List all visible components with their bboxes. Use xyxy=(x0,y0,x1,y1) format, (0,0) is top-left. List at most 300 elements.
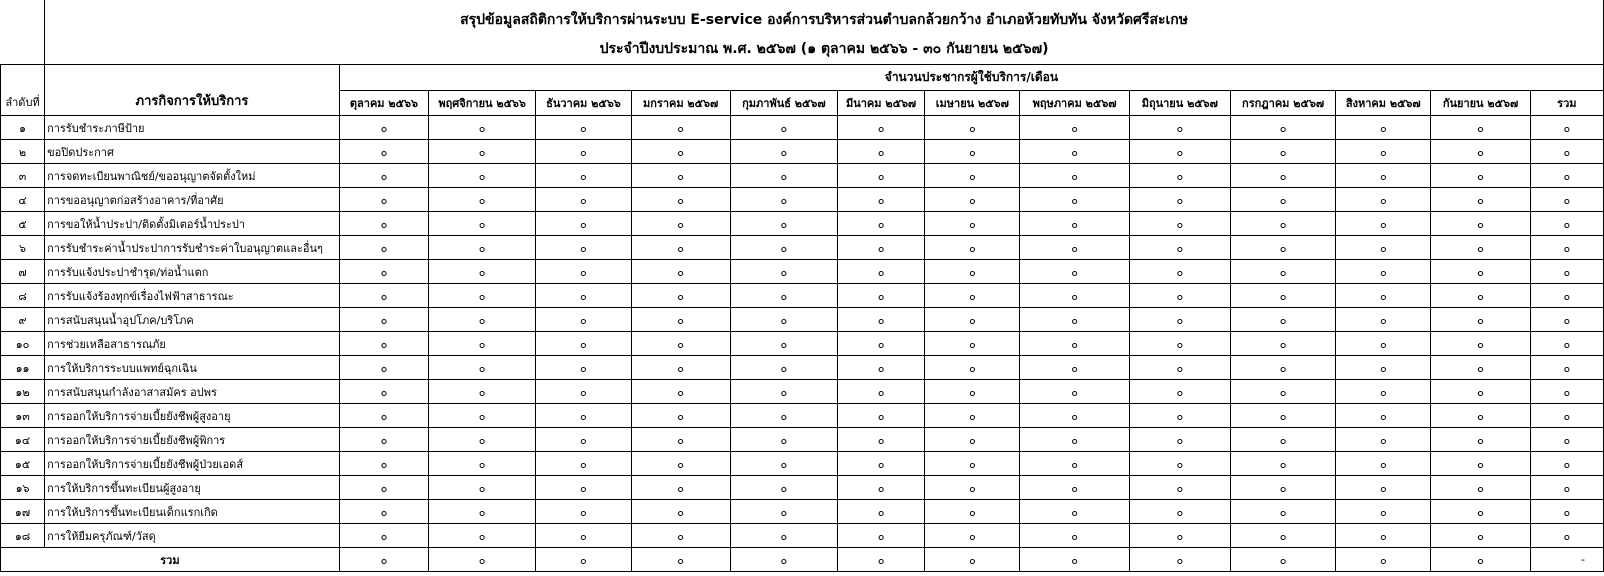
row-value: ๐ xyxy=(429,332,536,356)
row-value: ๐ xyxy=(339,428,428,452)
row-seq: ๑๕ xyxy=(1,452,45,476)
row-value: ๐ xyxy=(730,164,837,188)
column-header-month: มกราคม ๒๕๖๗ xyxy=(631,91,730,116)
row-total: ๐ xyxy=(1530,404,1603,428)
row-task: การสนับสนุนน้ำอุปโภค/บริโภค xyxy=(45,308,340,332)
row-seq: ๕ xyxy=(1,212,45,236)
row-value: ๐ xyxy=(925,452,1020,476)
row-value: ๐ xyxy=(1020,308,1129,332)
row-value: ๐ xyxy=(1230,116,1335,140)
row-value: ๐ xyxy=(1129,308,1230,332)
total-value: ๐ xyxy=(838,548,925,572)
row-value: ๐ xyxy=(631,428,730,452)
row-value: ๐ xyxy=(1431,164,1530,188)
row-value: ๐ xyxy=(631,284,730,308)
row-total: ๐ xyxy=(1530,116,1603,140)
row-value: ๐ xyxy=(429,116,536,140)
row-value: ๐ xyxy=(536,308,631,332)
row-value: ๐ xyxy=(536,116,631,140)
row-value: ๐ xyxy=(730,476,837,500)
row-value: ๐ xyxy=(838,308,925,332)
row-value: ๐ xyxy=(1230,236,1335,260)
row-value: ๐ xyxy=(1336,260,1431,284)
row-value: ๐ xyxy=(838,188,925,212)
row-value: ๐ xyxy=(536,500,631,524)
row-seq: ๑๗ xyxy=(1,500,45,524)
row-value: ๐ xyxy=(925,140,1020,164)
group-header: จำนวนประชากรผู้ใช้บริการ/เดือน xyxy=(339,65,1603,91)
row-value: ๐ xyxy=(536,404,631,428)
row-task: การรับแจ้งประปาชำรุด/ท่อน้ำแตก xyxy=(45,260,340,284)
column-header-seq: ลำดับที่ xyxy=(1,65,45,116)
row-value: ๐ xyxy=(429,452,536,476)
row-value: ๐ xyxy=(536,164,631,188)
row-total: ๐ xyxy=(1530,380,1603,404)
row-value: ๐ xyxy=(429,140,536,164)
row-value: ๐ xyxy=(339,188,428,212)
row-value: ๐ xyxy=(631,260,730,284)
row-value: ๐ xyxy=(1336,188,1431,212)
row-value: ๐ xyxy=(730,116,837,140)
row-seq: ๒ xyxy=(1,140,45,164)
row-value: ๐ xyxy=(1230,260,1335,284)
row-value: ๐ xyxy=(536,356,631,380)
row-value: ๐ xyxy=(339,404,428,428)
column-header-month: กันยายน ๒๕๖๗ xyxy=(1431,91,1530,116)
row-value: ๐ xyxy=(631,380,730,404)
row-value: ๐ xyxy=(925,380,1020,404)
row-value: ๐ xyxy=(838,212,925,236)
row-task: การรับชำระค่าน้ำประปาการรับชำระค่าใบอนุญาตและอื่นๆ xyxy=(45,236,340,260)
row-value: ๐ xyxy=(1336,500,1431,524)
row-value: ๐ xyxy=(730,332,837,356)
total-value: ๐ xyxy=(1020,548,1129,572)
table-row xyxy=(1,476,1604,500)
row-value: ๐ xyxy=(536,332,631,356)
row-seq: ๗ xyxy=(1,260,45,284)
row-value: ๐ xyxy=(631,164,730,188)
row-value: ๐ xyxy=(838,236,925,260)
row-task: ขอปิดประกาศ xyxy=(45,140,340,164)
row-value: ๐ xyxy=(1431,332,1530,356)
row-value: ๐ xyxy=(631,404,730,428)
row-value: ๐ xyxy=(339,116,428,140)
row-value: ๐ xyxy=(1336,404,1431,428)
row-value: ๐ xyxy=(536,476,631,500)
row-value: ๐ xyxy=(429,500,536,524)
row-value: ๐ xyxy=(1129,236,1230,260)
total-value: ๐ xyxy=(730,548,837,572)
row-value: ๐ xyxy=(339,284,428,308)
table-row xyxy=(1,164,1604,188)
row-value: ๐ xyxy=(339,236,428,260)
row-value: ๐ xyxy=(838,380,925,404)
table-row xyxy=(1,284,1604,308)
row-value: ๐ xyxy=(1129,140,1230,164)
row-total: ๐ xyxy=(1530,284,1603,308)
row-seq: ๑๑ xyxy=(1,356,45,380)
row-value: ๐ xyxy=(1129,212,1230,236)
row-value: ๐ xyxy=(925,116,1020,140)
column-header-month: ตุลาคม ๒๕๖๖ xyxy=(339,91,428,116)
total-value: ๐ xyxy=(1129,548,1230,572)
title-row-2 xyxy=(1,33,1604,65)
row-value: ๐ xyxy=(838,332,925,356)
row-value: ๐ xyxy=(838,356,925,380)
header-row-1 xyxy=(1,65,1604,91)
row-value: ๐ xyxy=(536,212,631,236)
row-value: ๐ xyxy=(536,188,631,212)
row-value: ๐ xyxy=(730,500,837,524)
column-header-month: เมษายน ๒๕๖๗ xyxy=(925,91,1020,116)
row-value: ๐ xyxy=(339,308,428,332)
row-value: ๐ xyxy=(339,164,428,188)
row-value: ๐ xyxy=(730,356,837,380)
row-value: ๐ xyxy=(1230,140,1335,164)
row-value: ๐ xyxy=(1230,524,1335,548)
row-value: ๐ xyxy=(1020,380,1129,404)
row-value: ๐ xyxy=(730,140,837,164)
row-task: การรับชำระภาษีป้าย xyxy=(45,116,340,140)
row-seq: ๑๔ xyxy=(1,428,45,452)
row-task: การออกให้บริการจ่ายเบี้ยยังชีพผู้พิการ xyxy=(45,428,340,452)
row-value: ๐ xyxy=(1431,524,1530,548)
row-value: ๐ xyxy=(1336,476,1431,500)
row-value: ๐ xyxy=(838,452,925,476)
row-seq: ๔ xyxy=(1,188,45,212)
row-value: ๐ xyxy=(1020,476,1129,500)
row-value: ๐ xyxy=(1431,476,1530,500)
row-value: ๐ xyxy=(1230,404,1335,428)
row-value: ๐ xyxy=(339,260,428,284)
row-value: ๐ xyxy=(838,428,925,452)
column-header-month: พฤศจิกายน ๒๕๖๖ xyxy=(429,91,536,116)
column-header-month: กุมภาพันธ์ ๒๕๖๗ xyxy=(730,91,837,116)
table-row xyxy=(1,332,1604,356)
row-value: ๐ xyxy=(1230,284,1335,308)
total-value: ๐ xyxy=(925,548,1020,572)
row-value: ๐ xyxy=(429,260,536,284)
row-value: ๐ xyxy=(1336,308,1431,332)
row-value: ๐ xyxy=(730,260,837,284)
row-total: ๐ xyxy=(1530,332,1603,356)
row-value: ๐ xyxy=(838,140,925,164)
row-value: ๐ xyxy=(838,164,925,188)
row-seq: ๘ xyxy=(1,284,45,308)
row-value: ๐ xyxy=(429,404,536,428)
total-value: ๐ xyxy=(536,548,631,572)
row-value: ๐ xyxy=(1020,188,1129,212)
title-row-1 xyxy=(1,0,1604,33)
row-value: ๐ xyxy=(1230,500,1335,524)
row-value: ๐ xyxy=(536,380,631,404)
row-value: ๐ xyxy=(1230,164,1335,188)
table-row xyxy=(1,188,1604,212)
row-value: ๐ xyxy=(536,428,631,452)
row-value: ๐ xyxy=(730,404,837,428)
row-value: ๐ xyxy=(339,140,428,164)
row-value: ๐ xyxy=(925,332,1020,356)
grand-total: - xyxy=(1530,548,1603,572)
row-value: ๐ xyxy=(1129,476,1230,500)
row-value: ๐ xyxy=(1431,116,1530,140)
row-value: ๐ xyxy=(925,404,1020,428)
row-seq: ๑๐ xyxy=(1,332,45,356)
row-total: ๐ xyxy=(1530,188,1603,212)
table-row xyxy=(1,308,1604,332)
row-value: ๐ xyxy=(925,284,1020,308)
row-value: ๐ xyxy=(1020,212,1129,236)
row-value: ๐ xyxy=(631,188,730,212)
row-value: ๐ xyxy=(1129,380,1230,404)
row-value: ๐ xyxy=(1336,356,1431,380)
row-value: ๐ xyxy=(339,332,428,356)
row-value: ๐ xyxy=(730,380,837,404)
row-total: ๐ xyxy=(1530,236,1603,260)
row-total: ๐ xyxy=(1530,428,1603,452)
row-value: ๐ xyxy=(925,236,1020,260)
row-value: ๐ xyxy=(1129,284,1230,308)
row-seq: ๑๘ xyxy=(1,524,45,548)
total-label: รวม xyxy=(1,548,340,572)
row-value: ๐ xyxy=(631,500,730,524)
row-value: ๐ xyxy=(838,260,925,284)
row-value: ๐ xyxy=(1020,428,1129,452)
row-value: ๐ xyxy=(838,284,925,308)
row-value: ๐ xyxy=(925,164,1020,188)
column-header-total: รวม xyxy=(1530,91,1603,116)
row-value: ๐ xyxy=(925,428,1020,452)
table-row xyxy=(1,140,1604,164)
row-value: ๐ xyxy=(536,284,631,308)
row-value: ๐ xyxy=(1230,188,1335,212)
row-value: ๐ xyxy=(1020,404,1129,428)
row-seq: ๙ xyxy=(1,308,45,332)
row-task: การให้บริการระบบแพทย์ฉุกเฉิน xyxy=(45,356,340,380)
row-value: ๐ xyxy=(838,524,925,548)
row-value: ๐ xyxy=(1129,332,1230,356)
row-value: ๐ xyxy=(1129,116,1230,140)
row-seq: ๑๒ xyxy=(1,380,45,404)
row-value: ๐ xyxy=(1431,356,1530,380)
row-seq: ๑ xyxy=(1,116,45,140)
row-value: ๐ xyxy=(1336,140,1431,164)
column-header-month: พฤษภาคม ๒๕๖๗ xyxy=(1020,91,1129,116)
row-task: การขออนุญาตก่อสร้างอาคาร/ที่อาศัย xyxy=(45,188,340,212)
row-value: ๐ xyxy=(730,452,837,476)
row-value: ๐ xyxy=(631,116,730,140)
row-value: ๐ xyxy=(730,308,837,332)
row-value: ๐ xyxy=(1336,164,1431,188)
page-subtitle: ประจำปีงบประมาณ พ.ศ. ๒๕๖๗ (๑ ตุลาคม ๒๕๖๖ - ๓๐ กันยายน ๒๕๖๗) xyxy=(45,33,1604,65)
row-value: ๐ xyxy=(1431,308,1530,332)
total-value: ๐ xyxy=(631,548,730,572)
row-task: การออกให้บริการจ่ายเบี้ยยังชีพผู้สูงอายุ xyxy=(45,404,340,428)
row-value: ๐ xyxy=(429,236,536,260)
row-value: ๐ xyxy=(1020,140,1129,164)
row-value: ๐ xyxy=(1431,188,1530,212)
row-total: ๐ xyxy=(1530,500,1603,524)
row-seq: ๖ xyxy=(1,236,45,260)
row-value: ๐ xyxy=(631,524,730,548)
table-row xyxy=(1,356,1604,380)
row-value: ๐ xyxy=(1020,236,1129,260)
row-value: ๐ xyxy=(730,524,837,548)
row-value: ๐ xyxy=(1129,188,1230,212)
row-value: ๐ xyxy=(1336,380,1431,404)
row-total: ๐ xyxy=(1530,260,1603,284)
column-header-month: ธันวาคม ๒๕๖๖ xyxy=(536,91,631,116)
row-value: ๐ xyxy=(1431,236,1530,260)
row-value: ๐ xyxy=(730,284,837,308)
column-header-month: สิงหาคม ๒๕๖๗ xyxy=(1336,91,1431,116)
row-value: ๐ xyxy=(1336,428,1431,452)
row-task: การให้ยืมครุภัณฑ์/วัสดุ xyxy=(45,524,340,548)
row-value: ๐ xyxy=(1129,356,1230,380)
row-value: ๐ xyxy=(1020,260,1129,284)
row-value: ๐ xyxy=(429,164,536,188)
column-header-task: ภารกิจการให้บริการ xyxy=(45,65,340,116)
row-value: ๐ xyxy=(339,500,428,524)
row-value: ๐ xyxy=(1020,284,1129,308)
row-value: ๐ xyxy=(1230,476,1335,500)
table-row xyxy=(1,404,1604,428)
row-total: ๐ xyxy=(1530,140,1603,164)
row-task: การออกให้บริการจ่ายเบี้ยยังชีพผู้ป่วยเอดส์ xyxy=(45,452,340,476)
row-value: ๐ xyxy=(925,500,1020,524)
row-value: ๐ xyxy=(1129,428,1230,452)
column-header-month: มีนาคม ๒๕๖๗ xyxy=(838,91,925,116)
row-value: ๐ xyxy=(1431,260,1530,284)
row-value: ๐ xyxy=(631,140,730,164)
table-row xyxy=(1,116,1604,140)
row-value: ๐ xyxy=(339,356,428,380)
row-value: ๐ xyxy=(925,356,1020,380)
row-value: ๐ xyxy=(925,476,1020,500)
row-task: การให้บริการขึ้นทะเบียนเด็กแรกเกิด xyxy=(45,500,340,524)
row-value: ๐ xyxy=(730,188,837,212)
row-value: ๐ xyxy=(1336,524,1431,548)
table-body xyxy=(1,0,1604,572)
row-value: ๐ xyxy=(429,308,536,332)
total-value: ๐ xyxy=(1431,548,1530,572)
table-row xyxy=(1,380,1604,404)
row-value: ๐ xyxy=(1129,500,1230,524)
row-total: ๐ xyxy=(1530,164,1603,188)
row-value: ๐ xyxy=(1230,428,1335,452)
row-value: ๐ xyxy=(1431,500,1530,524)
row-value: ๐ xyxy=(429,428,536,452)
row-task: การจดทะเบียนพาณิชย์/ขออนุญาตจัดตั้งใหม่ xyxy=(45,164,340,188)
table-row xyxy=(1,524,1604,548)
corner-cell xyxy=(1,0,45,65)
row-value: ๐ xyxy=(631,452,730,476)
row-value: ๐ xyxy=(1431,428,1530,452)
row-task: การให้บริการขึ้นทะเบียนผู้สูงอายุ xyxy=(45,476,340,500)
row-value: ๐ xyxy=(1336,236,1431,260)
row-total: ๐ xyxy=(1530,524,1603,548)
row-total: ๐ xyxy=(1530,476,1603,500)
row-value: ๐ xyxy=(1129,404,1230,428)
row-value: ๐ xyxy=(1431,404,1530,428)
row-value: ๐ xyxy=(1336,452,1431,476)
table-row xyxy=(1,500,1604,524)
row-value: ๐ xyxy=(429,356,536,380)
row-value: ๐ xyxy=(339,212,428,236)
total-value: ๐ xyxy=(429,548,536,572)
row-value: ๐ xyxy=(1129,260,1230,284)
row-value: ๐ xyxy=(631,332,730,356)
row-value: ๐ xyxy=(1336,284,1431,308)
row-value: ๐ xyxy=(429,476,536,500)
row-value: ๐ xyxy=(631,212,730,236)
row-value: ๐ xyxy=(730,236,837,260)
row-total: ๐ xyxy=(1530,212,1603,236)
row-value: ๐ xyxy=(631,236,730,260)
row-value: ๐ xyxy=(730,212,837,236)
row-value: ๐ xyxy=(536,140,631,164)
total-row xyxy=(1,548,1604,572)
row-value: ๐ xyxy=(1336,212,1431,236)
total-value: ๐ xyxy=(1230,548,1335,572)
row-task: การขอให้น้ำประปา/ติดตั้งมิเตอร์น้ำประปา xyxy=(45,212,340,236)
row-value: ๐ xyxy=(1230,212,1335,236)
row-task: การช่วยเหลือสาธารณภัย xyxy=(45,332,340,356)
row-value: ๐ xyxy=(1230,452,1335,476)
row-value: ๐ xyxy=(631,476,730,500)
row-value: ๐ xyxy=(1020,500,1129,524)
table-row xyxy=(1,212,1604,236)
row-value: ๐ xyxy=(1431,452,1530,476)
row-task: การรับแจ้งร้องทุกข์เรื่องไฟฟ้าสาธารณะ xyxy=(45,284,340,308)
row-value: ๐ xyxy=(1129,164,1230,188)
row-value: ๐ xyxy=(631,308,730,332)
total-value: ๐ xyxy=(1336,548,1431,572)
row-value: ๐ xyxy=(536,236,631,260)
row-value: ๐ xyxy=(1230,332,1335,356)
row-seq: ๑๖ xyxy=(1,476,45,500)
row-value: ๐ xyxy=(838,404,925,428)
row-value: ๐ xyxy=(1020,524,1129,548)
table-row xyxy=(1,236,1604,260)
row-value: ๐ xyxy=(429,188,536,212)
row-value: ๐ xyxy=(925,188,1020,212)
row-total: ๐ xyxy=(1530,356,1603,380)
row-value: ๐ xyxy=(339,380,428,404)
row-value: ๐ xyxy=(1020,164,1129,188)
row-value: ๐ xyxy=(838,116,925,140)
row-value: ๐ xyxy=(339,476,428,500)
total-value: ๐ xyxy=(339,548,428,572)
row-value: ๐ xyxy=(838,500,925,524)
row-value: ๐ xyxy=(1129,524,1230,548)
table-row xyxy=(1,428,1604,452)
row-value: ๐ xyxy=(1230,308,1335,332)
row-value: ๐ xyxy=(429,380,536,404)
row-value: ๐ xyxy=(536,524,631,548)
row-value: ๐ xyxy=(339,452,428,476)
row-seq: ๓ xyxy=(1,164,45,188)
table-row xyxy=(1,452,1604,476)
row-value: ๐ xyxy=(925,260,1020,284)
row-value: ๐ xyxy=(536,452,631,476)
row-value: ๐ xyxy=(1431,212,1530,236)
row-value: ๐ xyxy=(1230,356,1335,380)
column-header-month: มิถุนายน ๒๕๖๗ xyxy=(1129,91,1230,116)
row-value: ๐ xyxy=(925,524,1020,548)
row-value: ๐ xyxy=(429,212,536,236)
page-title: สรุปข้อมูลสถิติการให้บริการผ่านระบบ E-service องค์การบริหารส่วนตำบลกล้วยกว้าง อำเภอห้วยทับทัน จังหวัดศรีสะเกษ xyxy=(45,0,1604,33)
